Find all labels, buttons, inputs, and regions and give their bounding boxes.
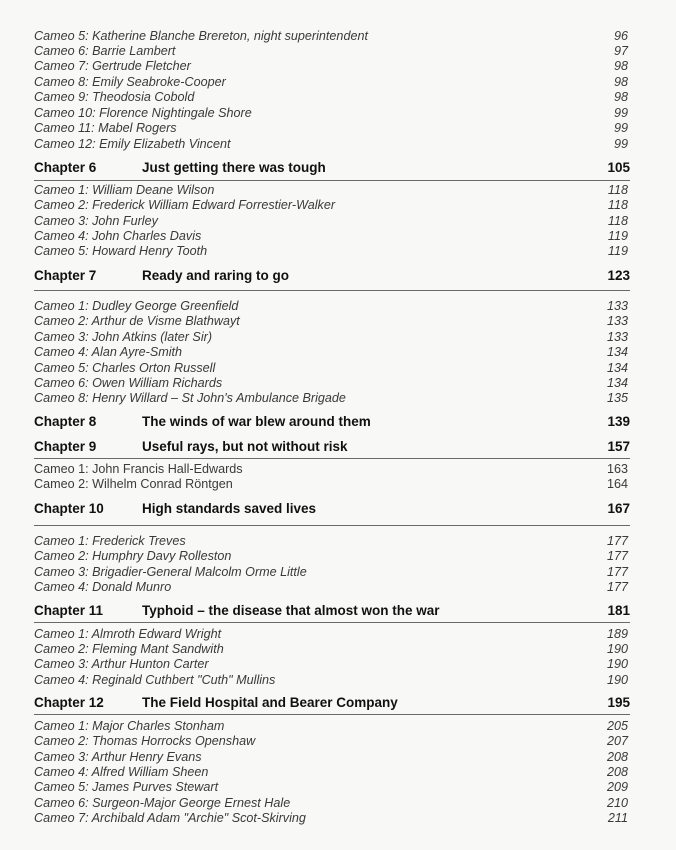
cameo-page-number: 207 xyxy=(606,734,628,748)
cameo-page-number: 133 xyxy=(606,314,628,328)
cameo-page-number: 133 xyxy=(606,330,628,344)
cameo-entry xyxy=(0,390,676,406)
cameo-title: Cameo 4: Reginald Cuthbert "Cuth" Mullins xyxy=(34,673,276,687)
chapter-title: The Field Hospital and Bearer Company xyxy=(142,695,398,710)
cameo-page-number: 118 xyxy=(607,198,628,212)
cameo-entry xyxy=(0,89,676,105)
cameo-title: Cameo 1: John Francis Hall-Edwards xyxy=(34,462,243,476)
chapter-heading xyxy=(0,694,676,712)
chapter-heading xyxy=(0,267,676,285)
cameo-title: Cameo 4: Alan Ayre-Smith xyxy=(34,345,183,359)
chapter-page-number: 167 xyxy=(607,501,630,516)
chapter-title: Just getting there was tough xyxy=(142,160,326,175)
chapter-heading xyxy=(0,438,676,456)
cameo-entry xyxy=(0,197,676,213)
cameo-title: Cameo 1: Almroth Edward Wright xyxy=(34,627,222,641)
cameo-page-number: 209 xyxy=(606,780,628,794)
chapter-number: Chapter 12 xyxy=(34,695,104,710)
cameo-page-number: 190 xyxy=(606,642,628,656)
cameo-entry xyxy=(0,74,676,90)
cameo-page-number: 205 xyxy=(606,719,628,733)
cameo-entry xyxy=(0,476,676,492)
cameo-entry xyxy=(0,764,676,780)
chapter-number: Chapter 9 xyxy=(34,439,97,454)
chapter-title: The winds of war blew around them xyxy=(142,414,371,429)
cameo-title: Cameo 4: John Charles Davis xyxy=(34,229,202,243)
chapter-number: Chapter 8 xyxy=(34,414,97,429)
cameo-page-number: 99 xyxy=(613,137,628,151)
cameo-title: Cameo 6: Surgeon-Major George Ernest Hale xyxy=(34,796,291,810)
cameo-page-number: 99 xyxy=(613,106,628,120)
cameo-entry xyxy=(0,213,676,229)
cameo-page-number: 210 xyxy=(606,796,628,810)
cameo-title: Cameo 11: Mabel Rogers xyxy=(34,121,177,135)
cameo-entry xyxy=(0,58,676,74)
cameo-title: Cameo 7: Archibald Adam "Archie" Scot-Skirving xyxy=(34,811,306,825)
chapter-title: Useful rays, but not without risk xyxy=(142,439,348,454)
cameo-title: Cameo 6: Barrie Lambert xyxy=(34,44,176,58)
chapter-number: Chapter 11 xyxy=(34,603,104,618)
cameo-entry xyxy=(0,641,676,657)
cameo-entry xyxy=(0,344,676,360)
cameo-entry xyxy=(0,43,676,59)
cameo-page-number: 134 xyxy=(606,361,628,375)
chapter-page-number: 195 xyxy=(607,695,630,710)
cameo-page-number: 177 xyxy=(606,565,628,579)
chapter-title: High standards saved lives xyxy=(142,501,317,516)
cameo-entry xyxy=(0,548,676,564)
cameo-title: Cameo 2: Frederick William Edward Forrestier-Walker xyxy=(34,198,336,212)
cameo-entry xyxy=(0,28,676,44)
chapter-title: Ready and raring to go xyxy=(142,268,290,283)
cameo-title: Cameo 12: Emily Elizabeth Vincent xyxy=(34,137,231,151)
cameo-page-number: 97 xyxy=(613,44,628,58)
cameo-entry xyxy=(0,656,676,672)
cameo-entry xyxy=(0,461,676,477)
cameo-page-number: 189 xyxy=(606,627,628,641)
chapter-divider xyxy=(34,458,630,459)
cameo-title: Cameo 1: William Deane Wilson xyxy=(34,183,215,197)
cameo-title: Cameo 3: John Furley xyxy=(34,214,158,228)
cameo-title: Cameo 1: Dudley George Greenfield xyxy=(34,299,239,313)
cameo-page-number: 208 xyxy=(606,765,628,779)
chapter-page-number: 157 xyxy=(607,439,630,454)
cameo-entry xyxy=(0,733,676,749)
cameo-entry xyxy=(0,120,676,136)
cameo-page-number: 118 xyxy=(607,183,628,197)
chapter-heading xyxy=(0,413,676,431)
cameo-page-number: 163 xyxy=(606,462,628,476)
chapter-heading xyxy=(0,602,676,620)
cameo-entry xyxy=(0,243,676,259)
chapter-heading xyxy=(0,159,676,177)
chapter-page-number: 123 xyxy=(607,268,630,283)
cameo-title: Cameo 5: Charles Orton Russell xyxy=(34,361,216,375)
cameo-title: Cameo 2: Thomas Horrocks Openshaw xyxy=(34,734,256,748)
chapter-page-number: 105 xyxy=(607,160,630,175)
cameo-title: Cameo 1: Frederick Treves xyxy=(34,534,186,548)
cameo-entry xyxy=(0,779,676,795)
cameo-page-number: 96 xyxy=(613,29,628,43)
cameo-page-number: 119 xyxy=(607,244,628,258)
chapter-number: Chapter 6 xyxy=(34,160,97,175)
cameo-title: Cameo 2: Arthur de Visme Blathwayt xyxy=(34,314,240,328)
cameo-title: Cameo 5: Howard Henry Tooth xyxy=(34,244,208,258)
cameo-page-number: 208 xyxy=(606,750,628,764)
chapter-divider xyxy=(34,180,630,181)
cameo-entry xyxy=(0,329,676,345)
cameo-title: Cameo 10: Florence Nightingale Shore xyxy=(34,106,252,120)
cameo-title: Cameo 2: Fleming Mant Sandwith xyxy=(34,642,224,656)
chapter-number: Chapter 7 xyxy=(34,268,97,283)
cameo-title: Cameo 5: Katherine Blanche Brereton, night superintendent xyxy=(34,29,368,43)
chapter-title: Typhoid – the disease that almost won the war xyxy=(142,603,440,618)
cameo-entry xyxy=(0,136,676,152)
cameo-page-number: 98 xyxy=(613,90,628,104)
cameo-entry xyxy=(0,182,676,198)
cameo-entry xyxy=(0,298,676,314)
cameo-title: Cameo 4: Donald Munro xyxy=(34,580,172,594)
cameo-entry xyxy=(0,810,676,826)
cameo-page-number: 98 xyxy=(613,75,628,89)
cameo-entry xyxy=(0,626,676,642)
cameo-entry xyxy=(0,795,676,811)
cameo-page-number: 134 xyxy=(606,376,628,390)
cameo-page-number: 190 xyxy=(606,657,628,671)
cameo-title: Cameo 5: James Purves Stewart xyxy=(34,780,219,794)
cameo-entry xyxy=(0,564,676,580)
cameo-title: Cameo 3: Arthur Henry Evans xyxy=(34,750,202,764)
cameo-page-number: 190 xyxy=(606,673,628,687)
cameo-title: Cameo 9: Theodosia Cobold xyxy=(34,90,195,104)
cameo-page-number: 177 xyxy=(606,549,628,563)
cameo-page-number: 177 xyxy=(606,580,628,594)
cameo-page-number: 177 xyxy=(606,534,628,548)
cameo-title: Cameo 4: Alfred William Sheen xyxy=(34,765,209,779)
cameo-entry xyxy=(0,375,676,391)
cameo-title: Cameo 3: John Atkins (later Sir) xyxy=(34,330,213,344)
cameo-page-number: 135 xyxy=(606,391,628,405)
cameo-entry xyxy=(0,313,676,329)
cameo-entry xyxy=(0,749,676,765)
cameo-title: Cameo 8: Henry Willard – St John's Ambulance Brigade xyxy=(34,391,346,405)
cameo-title: Cameo 6: Owen William Richards xyxy=(34,376,223,390)
cameo-entry xyxy=(0,672,676,688)
cameo-page-number: 98 xyxy=(613,59,628,73)
chapter-page-number: 139 xyxy=(607,414,630,429)
cameo-page-number: 118 xyxy=(607,214,628,228)
cameo-entry xyxy=(0,228,676,244)
chapter-divider xyxy=(34,714,630,715)
cameo-title: Cameo 3: Arthur Hunton Carter xyxy=(34,657,209,671)
chapter-divider xyxy=(34,525,630,526)
cameo-page-number: 119 xyxy=(607,229,628,243)
chapter-divider xyxy=(34,622,630,623)
cameo-title: Cameo 8: Emily Seabroke-Cooper xyxy=(34,75,226,89)
cameo-title: Cameo 2: Humphry Davy Rolleston xyxy=(34,549,232,563)
cameo-entry xyxy=(0,579,676,595)
cameo-title: Cameo 7: Gertrude Fletcher xyxy=(34,59,191,73)
cameo-title: Cameo 3: Brigadier-General Malcolm Orme Little xyxy=(34,565,307,579)
chapter-heading xyxy=(0,500,676,518)
cameo-title: Cameo 2: Wilhelm Conrad Röntgen xyxy=(34,477,233,491)
cameo-page-number: 99 xyxy=(613,121,628,135)
chapter-number: Chapter 10 xyxy=(34,501,104,516)
chapter-divider xyxy=(34,290,630,291)
cameo-entry xyxy=(0,533,676,549)
cameo-entry xyxy=(0,105,676,121)
cameo-entry xyxy=(0,360,676,376)
chapter-page-number: 181 xyxy=(607,603,630,618)
cameo-title: Cameo 1: Major Charles Stonham xyxy=(34,719,225,733)
cameo-entry xyxy=(0,718,676,734)
cameo-page-number: 164 xyxy=(606,477,628,491)
cameo-page-number: 133 xyxy=(606,299,628,313)
cameo-page-number: 211 xyxy=(607,811,628,825)
cameo-page-number: 134 xyxy=(606,345,628,359)
